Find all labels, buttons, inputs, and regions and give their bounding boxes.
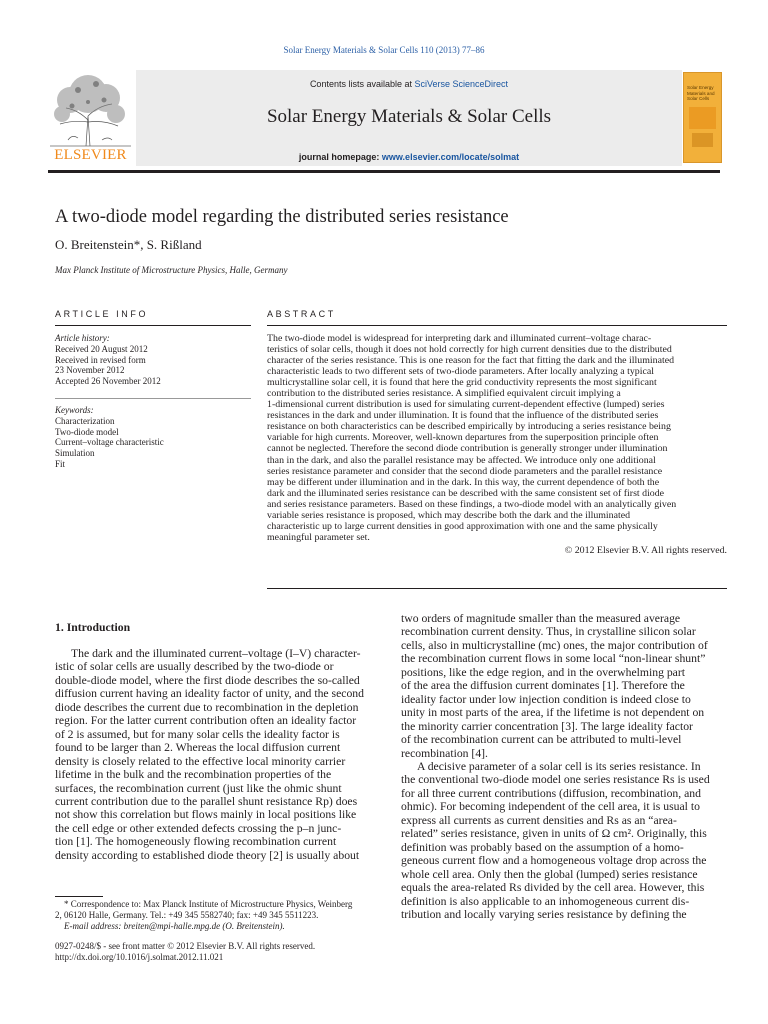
intro-line: the recombination current flows in some local “non-linear shunt”: [401, 652, 706, 666]
intro-line: The dark and the illuminated current–voltage (I–V) character-: [71, 647, 361, 660]
keywords: [55, 405, 251, 470]
history-line: 23 November 2012: [55, 365, 125, 376]
intro-line: density according to established diode theory [2] is usually about: [55, 848, 360, 862]
intro-line: unity in most parts of the area, if the lifetime is not dependent on: [401, 706, 705, 720]
intro-line: surfaces, the recombination current (just like the ohmic shunt: [55, 781, 342, 795]
abstract-bottom-rule: [267, 588, 727, 589]
masthead: [48, 70, 720, 166]
intro-line: related” series resistance, given in units of Ω cm². Originally, this: [401, 827, 707, 841]
intro-line: diode describes the current due to recombination in the depletion: [55, 700, 359, 714]
abstract-line: teristics of solar cells, though it does not hold correctly for high current densities due to the distributed: [267, 344, 672, 356]
abstract-rule: [267, 325, 727, 326]
contents-prefix: Contents lists available at: [309, 79, 415, 89]
abstract-line: series resistance parameter and consider that the second diode parameters and the parallel resistance: [267, 465, 663, 477]
footnote-rule: [55, 896, 103, 897]
abstract-line: meaningful parameter set.: [267, 531, 370, 543]
elsevier-tree-logo: [48, 70, 133, 148]
intro-line: ohmic). For becoming independent of the cell area, it is usual to: [401, 800, 700, 814]
abstract-line: may be different under illumination and in the dark. In this way, the current dependence of both the: [267, 476, 660, 488]
keywords-label: Keywords:: [55, 405, 94, 415]
article-identifiers: [55, 941, 395, 963]
intro-line: recombination current density. Thus, in crystalline silicon solar: [401, 625, 696, 639]
abstract-line: multicrystalline solar cell, it is found that here the grid conductivity represents the most significant: [267, 377, 657, 389]
issn-line: 0927-0248/$ - see front matter © 2012 Elsevier B.V. All rights reserved.: [55, 941, 316, 951]
abstract-line: than in the dark, and also the parallel resistance may be affected. We introduce only one additional: [267, 454, 656, 466]
intro-left-column: [55, 647, 379, 862]
section-heading-introduction: 1. Introduction: [55, 621, 131, 634]
footnote-line: * Correspondence to: Max Planck Institute of Microstructure Physics, Weinberg: [64, 899, 353, 909]
abstract-line: resistance on both characteristics can be described empirically by introducing a series resistance being: [267, 421, 671, 433]
intro-line: the conventional two-diode model one series resistance Rs is used: [401, 773, 710, 787]
intro-line: density is closely related to the effective local minority carrier: [55, 754, 346, 768]
cover-artwork: [684, 73, 721, 162]
intro-right-column: [401, 612, 727, 921]
article-info-rule: [55, 325, 251, 326]
article-title: A two-diode model regarding the distributed series resistance: [55, 207, 509, 227]
sciencedirect-link[interactable]: SciVerse ScienceDirect: [414, 79, 509, 89]
article-authors: O. Breitenstein*, S. Rißland: [55, 237, 202, 252]
author-affiliation: Max Planck Institute of Microstructure Physics, Halle, Germany: [55, 265, 288, 275]
article-history: [55, 333, 251, 387]
intro-line: two orders of magnitude smaller than the measured average: [401, 612, 681, 625]
keyword-item: Two-diode model: [55, 426, 119, 437]
intro-line: whole cell area. Only then the global (lumped) series resistance: [401, 867, 698, 881]
journal-homepage-link[interactable]: www.elsevier.com/locate/solmat: [381, 152, 520, 162]
author-email[interactable]: E-mail address: breiten@mpi-halle.mpg.de (O. Breitenstein).: [64, 921, 285, 931]
abstract-line: The two-diode model is widespread for interpreting dark and illuminated current–voltage charac-: [267, 333, 652, 344]
keyword-item: Current–voltage characteristic: [55, 437, 164, 448]
elsevier-wordmark: ELSEVIER: [54, 147, 127, 163]
intro-line: equals the area-related Rs divided by the cell area. However, this: [401, 881, 705, 895]
intro-line: current contribution due to the parallel shunt resistance Rp) does: [55, 794, 358, 808]
abstract-line: characteristic up to large current densities in good approximation with one and the same physically: [267, 520, 658, 532]
abstract-line: 1-dimensional current distribution is used for simulating current-dependent effective (lumped) series: [267, 399, 665, 411]
intro-line: lifetime in the bulk and the recombination properties of the: [55, 768, 332, 782]
intro-line: not show this correlation but flows mainly in local positions like: [55, 808, 357, 822]
intro-line: tion [1]. The homogeneously flowing recombination current: [55, 835, 337, 849]
abstract-line: character of the series resistance. This is one reason for the fact that fitting the dark and the illuminated: [267, 355, 675, 367]
history-line: Received 20 August 2012: [55, 343, 148, 354]
history-label: Article history:: [55, 333, 110, 343]
intro-line: positions, like the edge region, and in the overwhelming part: [401, 665, 686, 679]
keyword-item: Simulation: [55, 448, 95, 459]
masthead-box: [136, 70, 682, 166]
intro-line: diffusion current having an ideality factor of unity, and the second: [55, 687, 364, 701]
intro-line: of the recombination current can be attributed to multi-level: [401, 733, 682, 747]
abstract-line: variable series resistance is proposed, which may describe both the dark and the illuminated: [267, 509, 631, 521]
footnote-line: 2, 06120 Halle, Germany. Tel.: +49 345 5582740; fax: +49 345 5511223.: [55, 910, 319, 920]
keyword-item: Characterization: [55, 415, 115, 426]
journal-cover-thumbnail[interactable]: [683, 72, 722, 163]
intro-line: found to be larger than 2. Whereas the local diffusion current: [55, 741, 341, 755]
intro-line: the minority carrier concentration [3]. The large ideality factor: [401, 719, 693, 733]
doi-link[interactable]: http://dx.doi.org/10.1016/j.solmat.2012.11.021: [55, 952, 224, 962]
abstract-line: variable for high currents. Moreover, well-known departures from the superposition principle often: [267, 432, 659, 444]
intro-line: definition was probably based on the assumption of a homo-: [401, 840, 684, 854]
history-line: Received in revised form: [55, 354, 146, 365]
abstract-line: cannot be neglected. Therefore the second diode contribution is generally stronger under illumination: [267, 443, 668, 455]
intro-line: istic of solar cells are usually described by the two-diode or: [55, 660, 334, 674]
abstract-copyright: © 2012 Elsevier B.V. All rights reserved.: [564, 544, 727, 556]
journal-name: Solar Energy Materials & Solar Cells: [266, 106, 552, 127]
journal-citation[interactable]: Solar Energy Materials & Solar Cells 110 (2013) 77–86: [283, 45, 485, 55]
correspondence-footnote: [55, 899, 379, 932]
intro-line: region. For the latter current contribution often an ideality factor: [55, 714, 357, 728]
abstract-body: [267, 333, 727, 556]
article-info-heading: ARTICLE INFO: [55, 309, 149, 319]
masthead-rule: [48, 170, 720, 173]
abstract-line: characteristic leads to two different sets of two-diode parameters. After locally analyzing a typical: [267, 366, 654, 378]
homepage-prefix: journal homepage:: [298, 152, 382, 162]
intro-line: geneous current flow and a homogeneous voltage drop across the: [401, 854, 707, 868]
history-line: Accepted 26 November 2012: [55, 376, 161, 387]
homepage-line: [136, 152, 682, 162]
intro-line: cells, also in multicrystalline (mc) ones, the major contribution of: [401, 638, 708, 652]
intro-line: for all three current contributions (diffusion, recombination, and: [401, 786, 701, 800]
contents-line: [136, 79, 682, 89]
cover-title: Solar Energy Materials and Solar Cells: [687, 85, 715, 101]
abstract-line: dark and the illuminated series resistance can be described with the same consistent set of first diode: [267, 487, 665, 499]
intro-line: A decisive parameter of a solar cell is its series resistance. In: [417, 759, 701, 773]
keyword-item: Fit: [55, 458, 66, 469]
intro-line: of the area the diffusion current dominates [1]. Therefore the: [401, 679, 685, 693]
intro-line: tribution and locally varying series resistance by defining the: [401, 907, 687, 921]
abstract-line: and series resistance parameters. Based on these findings, a two-diode model with an analytically given: [267, 498, 677, 510]
abstract-line: resistances in the dark and under illumination. It is found that the influence of the distributed series: [267, 410, 659, 422]
intro-line: the cell edge or other extended defects crossing the p–n junc-: [55, 821, 342, 835]
intro-line: recombination [4].: [401, 746, 488, 760]
intro-line: of 2 is assumed, but for many solar cells the ideality factor is: [55, 727, 340, 741]
intro-line: express all currents as current densities and Rs as an “area-: [401, 813, 677, 827]
abstract-heading: ABSTRACT: [267, 309, 336, 319]
abstract-line: contribution to the distributed series resistance. A simplified equivalent circuit implying a: [267, 388, 621, 400]
intro-line: double-diode model, where the first diode describes the so-called: [55, 673, 360, 687]
intro-line: ideality factor under low injection condition is indeed close to: [401, 692, 691, 706]
keywords-rule: [55, 398, 251, 399]
intro-line: definition is also applicable to an inhomogeneous current dis-: [401, 894, 690, 908]
